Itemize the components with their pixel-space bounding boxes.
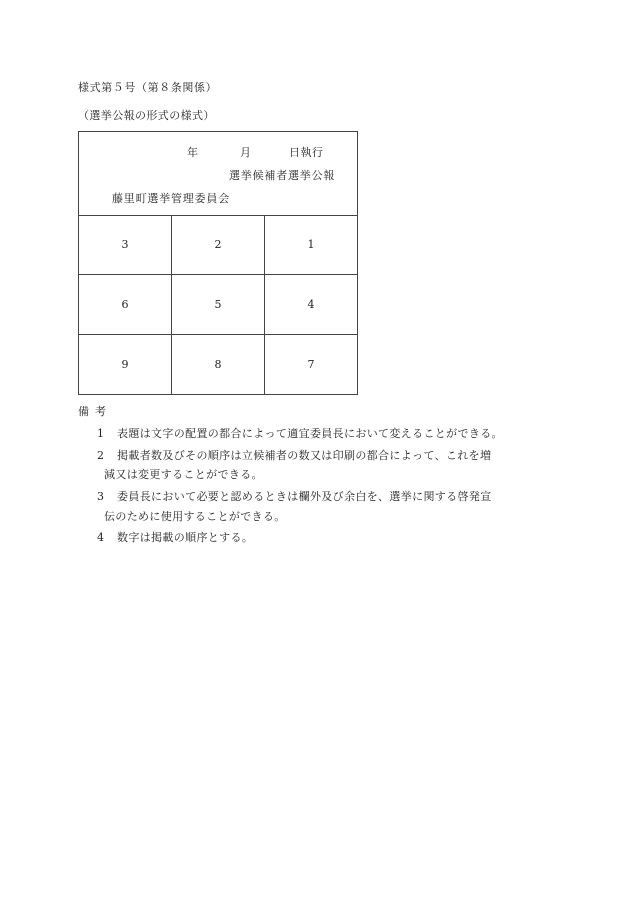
note-line: 減又は変更することができる。 <box>104 468 263 481</box>
form-title: 様式第５号（第８条関係） <box>78 81 218 94</box>
grid-cell: 9 <box>79 335 172 394</box>
grid-cell: 2 <box>172 215 265 275</box>
grid-cell: 3 <box>79 215 172 275</box>
header-year-label: 年 <box>187 146 198 159</box>
grid-cell: 7 <box>307 358 315 371</box>
header-month-label: 月 <box>240 146 251 159</box>
note-number: 3 <box>97 490 104 503</box>
grid-cell: 4 <box>265 275 357 335</box>
bulletin-form-box <box>78 131 358 395</box>
form-subtitle: （選挙公報の形式の様式） <box>78 109 215 122</box>
bulletin-header <box>79 132 357 216</box>
header-day-execution-label: 日執行 <box>289 146 324 159</box>
grid-cell: 8 <box>172 335 265 394</box>
publication-title: 選挙候補者選挙公報 <box>229 169 336 182</box>
note-line: 委員長において必要と認めるときは欄外及び余白を、選挙に関する啓発宣 <box>117 490 492 503</box>
committee-name: 藤里町選挙管理委員会 <box>112 192 230 205</box>
grid-cell: 6 <box>79 275 172 335</box>
note-number: 4 <box>97 531 104 544</box>
note-line: 掲載者数及びその順序は立候補者の数又は印刷の都合によって、これを増 <box>117 449 492 462</box>
notes-heading: 備考 <box>78 405 112 418</box>
note-line: 数字は掲載の順序とする。 <box>117 531 254 544</box>
note-line: 伝のために使用することができる。 <box>104 510 286 523</box>
grid-cell: 5 <box>172 275 265 335</box>
grid-cell: 1 <box>265 215 357 275</box>
note-number: 2 <box>97 449 104 462</box>
note-number: 1 <box>97 427 104 440</box>
note-line: 表題は文字の配置の都合によって適宜委員長において変えることができる。 <box>117 427 503 440</box>
candidate-grid <box>79 215 357 394</box>
